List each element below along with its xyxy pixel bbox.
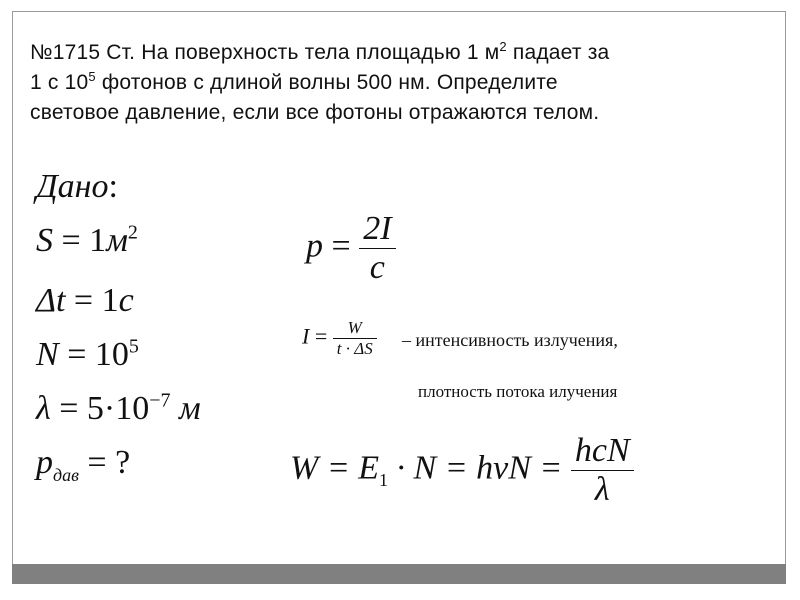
- given-photons: $N = 10^5$: [36, 335, 139, 373]
- given-title: Дано:: [36, 168, 118, 205]
- formula-energy: $W = E_1 \cdot N = h\nu N$ = $\frac{\text{hcN}}{\lambda}$: [290, 432, 634, 509]
- given-wavelength: $\lambda = 5\cdot 10^{-7}$ м: [36, 389, 201, 427]
- fraction: $\frac{\text{hcN}}{\lambda}$: [571, 432, 634, 509]
- fraction: $\frac{2I}{c}$: [359, 210, 395, 287]
- fraction: $\frac{W}{t \cdot \Delta S}$: [333, 318, 377, 359]
- bottom-bar: [12, 564, 786, 584]
- given-time: Δt = 1с: [36, 282, 134, 319]
- given-pressure: $p_{дав}$ = ?: [36, 444, 131, 485]
- given-area: $S = 1м^2$: [36, 221, 138, 259]
- problem-line-1: №1715 Ст. На поверхность тела площадью 1 $м^2$ падает за: [30, 39, 610, 64]
- intensity-note: – интенсивность излучения,: [402, 330, 618, 350]
- flux-density-note: плотность потока илучения: [418, 382, 618, 401]
- problem-line-3: световое давление, если все фотоны отражаются телом.: [30, 101, 600, 124]
- problem-line-2: 1 с $10^5$ фотонов с длиной волны 500 нм. Определите: [30, 69, 558, 94]
- problem-text: [30, 38, 770, 128]
- formula-intensity: I = $\frac{W}{t \cdot \Delta S}$: [302, 318, 377, 359]
- formula-pressure: p = $\frac{2I}{c}$: [306, 210, 396, 287]
